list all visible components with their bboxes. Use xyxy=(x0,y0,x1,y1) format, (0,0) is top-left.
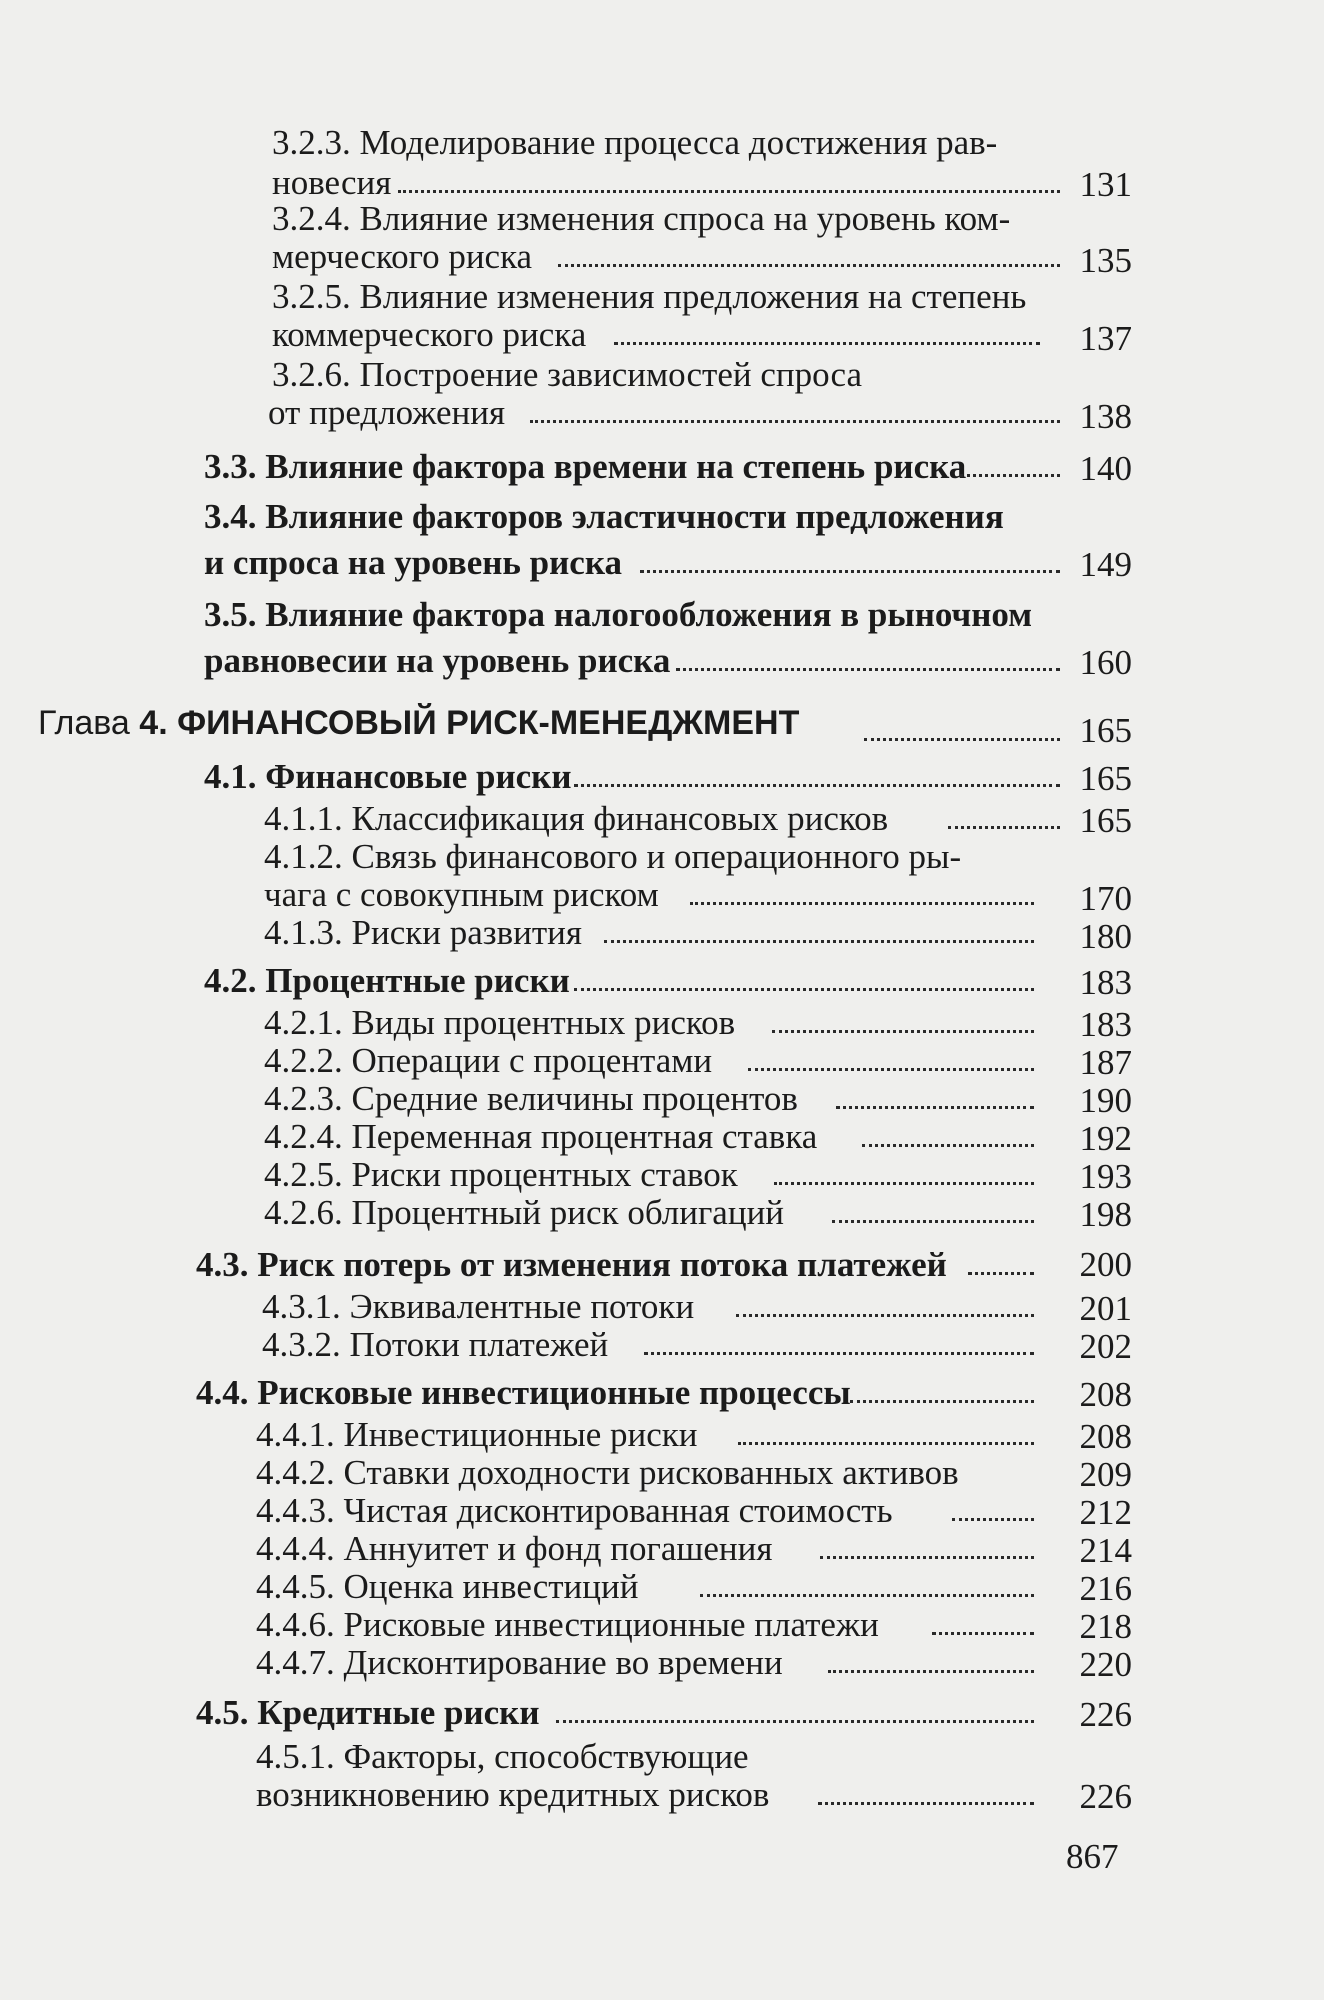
toc-entry-line: 4.2.6. Процентный риск облигаций xyxy=(264,1193,785,1232)
dot-leader xyxy=(818,1767,1034,1805)
dot-leader xyxy=(574,953,1034,991)
dot-leader xyxy=(960,439,1060,477)
toc-entry-line: 4.4.2. Ставки доходности рискованных активов xyxy=(256,1453,959,1492)
page-ref: 200 xyxy=(1079,1245,1132,1284)
page-ref: 208 xyxy=(1079,1417,1132,1456)
toc-entry-line: чага с совокупным риском xyxy=(264,875,659,914)
toc-entry-line: 4.2.5. Риски процентных ставок xyxy=(264,1155,738,1194)
dot-leader xyxy=(700,1559,1034,1597)
toc-entry-line: 4.4.1. Инвестиционные риски xyxy=(256,1415,698,1454)
dot-leader xyxy=(862,1109,1034,1147)
page-ref: 202 xyxy=(1079,1327,1132,1366)
page-ref: 198 xyxy=(1079,1195,1132,1234)
page-ref: 212 xyxy=(1079,1493,1132,1532)
page-ref: 209 xyxy=(1079,1455,1132,1494)
toc-section-title: и спроса на уровень риска xyxy=(204,543,622,582)
dot-leader xyxy=(772,995,1034,1033)
page-ref: 138 xyxy=(1079,397,1132,436)
dot-leader xyxy=(836,1071,1034,1109)
toc-entry-line: возникновению кредитных рисков xyxy=(256,1775,770,1814)
page-ref: 137 xyxy=(1079,319,1132,358)
dot-leader xyxy=(932,1597,1034,1635)
toc-entry-line: 3.2.3. Моделирование процесса достижения рав- xyxy=(272,123,998,162)
dot-leader xyxy=(948,791,1060,829)
dot-leader xyxy=(864,703,1060,741)
toc-entry-line: 4.4.4. Аннуитет и фонд погашения xyxy=(256,1529,773,1568)
toc-entry-line: 4.4.5. Оценка инвестиций xyxy=(256,1567,639,1606)
dot-leader xyxy=(676,633,1060,671)
toc-entry-line: 4.3.1. Эквивалентные потоки xyxy=(262,1287,695,1326)
toc-entry-line: 3.2.5. Влияние изменения предложения на степень xyxy=(272,277,1027,316)
dot-leader xyxy=(558,229,1060,267)
toc-entry-line: 4.1.1. Классификация финансовых рисков xyxy=(264,799,889,838)
toc-entry-line: 4.4.6. Рисковые инвестиционные платежи xyxy=(256,1605,879,1644)
toc-entry-line: 4.4.3. Чистая дисконтированная стоимость xyxy=(256,1491,893,1530)
toc-section-title: 4.2. Процентные риски xyxy=(204,961,570,1000)
dot-leader xyxy=(952,1483,1034,1521)
page-ref: 131 xyxy=(1079,165,1132,204)
dot-leader xyxy=(736,1279,1034,1317)
dot-leader xyxy=(828,1635,1034,1673)
page-ref: 193 xyxy=(1079,1157,1132,1196)
dot-leader xyxy=(690,867,1034,905)
toc-entry-line: 4.4.7. Дисконтирование во времени xyxy=(256,1643,783,1682)
dot-leader xyxy=(614,307,1040,345)
dot-leader xyxy=(644,1317,1034,1355)
toc-entry-line: от предложения xyxy=(268,393,506,432)
chapter-heading xyxy=(38,704,799,742)
page-ref: 140 xyxy=(1079,449,1132,488)
toc-section-title: 3.3. Влияние фактора времени на степень риска xyxy=(204,447,967,486)
toc-section-title: 4.1. Финансовые риски xyxy=(204,757,572,796)
toc-section-title: 4.5. Кредитные риски xyxy=(196,1693,540,1732)
dot-leader xyxy=(738,1407,1034,1445)
dot-leader xyxy=(774,1147,1034,1185)
dot-leader xyxy=(604,905,1034,943)
page-ref: 192 xyxy=(1079,1119,1132,1158)
page-ref: 187 xyxy=(1079,1043,1132,1082)
page-ref: 149 xyxy=(1079,545,1132,584)
dot-leader xyxy=(968,1237,1034,1275)
toc-section-title: 4.4. Рисковые инвестиционные процессы xyxy=(196,1373,851,1412)
page-ref: 135 xyxy=(1079,241,1132,280)
toc-entry-line: мерческого риска xyxy=(272,237,533,276)
page-ref: 208 xyxy=(1079,1375,1132,1414)
page-ref: 214 xyxy=(1079,1531,1132,1570)
toc-entry-line: 4.1.3. Риски развития xyxy=(264,913,582,952)
page-ref: 165 xyxy=(1079,711,1132,750)
toc-entry-line: 4.2.2. Операции с процентами xyxy=(264,1041,713,1080)
toc-entry-line: 4.5.1. Факторы, способствующие xyxy=(256,1737,749,1776)
toc-entry-line: 4.2.3. Средние величины процентов xyxy=(264,1079,798,1118)
toc-section-title: 4.3. Риск потерь от изменения потока платежей xyxy=(196,1245,947,1284)
dot-leader xyxy=(574,749,1060,787)
dot-leader xyxy=(850,1365,1034,1403)
dot-leader xyxy=(640,535,1060,573)
toc-entry-line: 4.2.1. Виды процентных рисков xyxy=(264,1003,736,1042)
toc-entry-line: 4.1.2. Связь финансового и операционного ры- xyxy=(264,837,962,876)
page-ref: 201 xyxy=(1079,1289,1132,1328)
page-ref: 183 xyxy=(1079,963,1132,1002)
toc-entry-line: коммерческого риска xyxy=(272,315,587,354)
page-ref: 183 xyxy=(1079,1005,1132,1044)
page-ref: 180 xyxy=(1079,917,1132,956)
toc-entry-line: 4.3.2. Потоки платежей xyxy=(262,1325,609,1364)
dot-leader xyxy=(530,385,1060,423)
dot-leader xyxy=(748,1033,1034,1071)
dot-leader xyxy=(820,1521,1034,1559)
page-ref: 226 xyxy=(1079,1695,1132,1734)
toc-section-title: 3.5. Влияние фактора налогообложения в рыночном xyxy=(204,595,1033,634)
page-ref: 216 xyxy=(1079,1569,1132,1608)
page-number: 867 xyxy=(1066,1837,1119,1876)
page-ref: 190 xyxy=(1079,1081,1132,1120)
toc-entry-line: 4.2.4. Переменная процентная ставка xyxy=(264,1117,818,1156)
toc-section-title: 3.4. Влияние факторов эластичности предложения xyxy=(204,497,1004,536)
toc-section-title: равновесии на уровень риска xyxy=(204,641,671,680)
page-ref: 226 xyxy=(1079,1777,1132,1816)
page-ref: 218 xyxy=(1079,1607,1132,1646)
page-ref: 160 xyxy=(1079,643,1132,682)
toc-entry-line: новесия xyxy=(272,163,392,202)
chapter-word: Глава xyxy=(38,704,130,742)
page-ref: 170 xyxy=(1079,879,1132,918)
toc-entry-line: 3.2.6. Построение зависимостей спроса xyxy=(272,355,862,394)
toc-entry-line: 3.2.4. Влияние изменения спроса на уровень ком- xyxy=(272,199,1011,238)
dot-leader xyxy=(398,155,1060,193)
page-ref: 165 xyxy=(1079,759,1132,798)
dot-leader xyxy=(556,1685,1034,1723)
chapter-title: 4. ФИНАНСОВЫЙ РИСК-МЕНЕДЖМЕНТ xyxy=(139,704,800,742)
page-ref: 220 xyxy=(1079,1645,1132,1684)
page-ref: 165 xyxy=(1079,801,1132,840)
dot-leader xyxy=(832,1185,1034,1223)
